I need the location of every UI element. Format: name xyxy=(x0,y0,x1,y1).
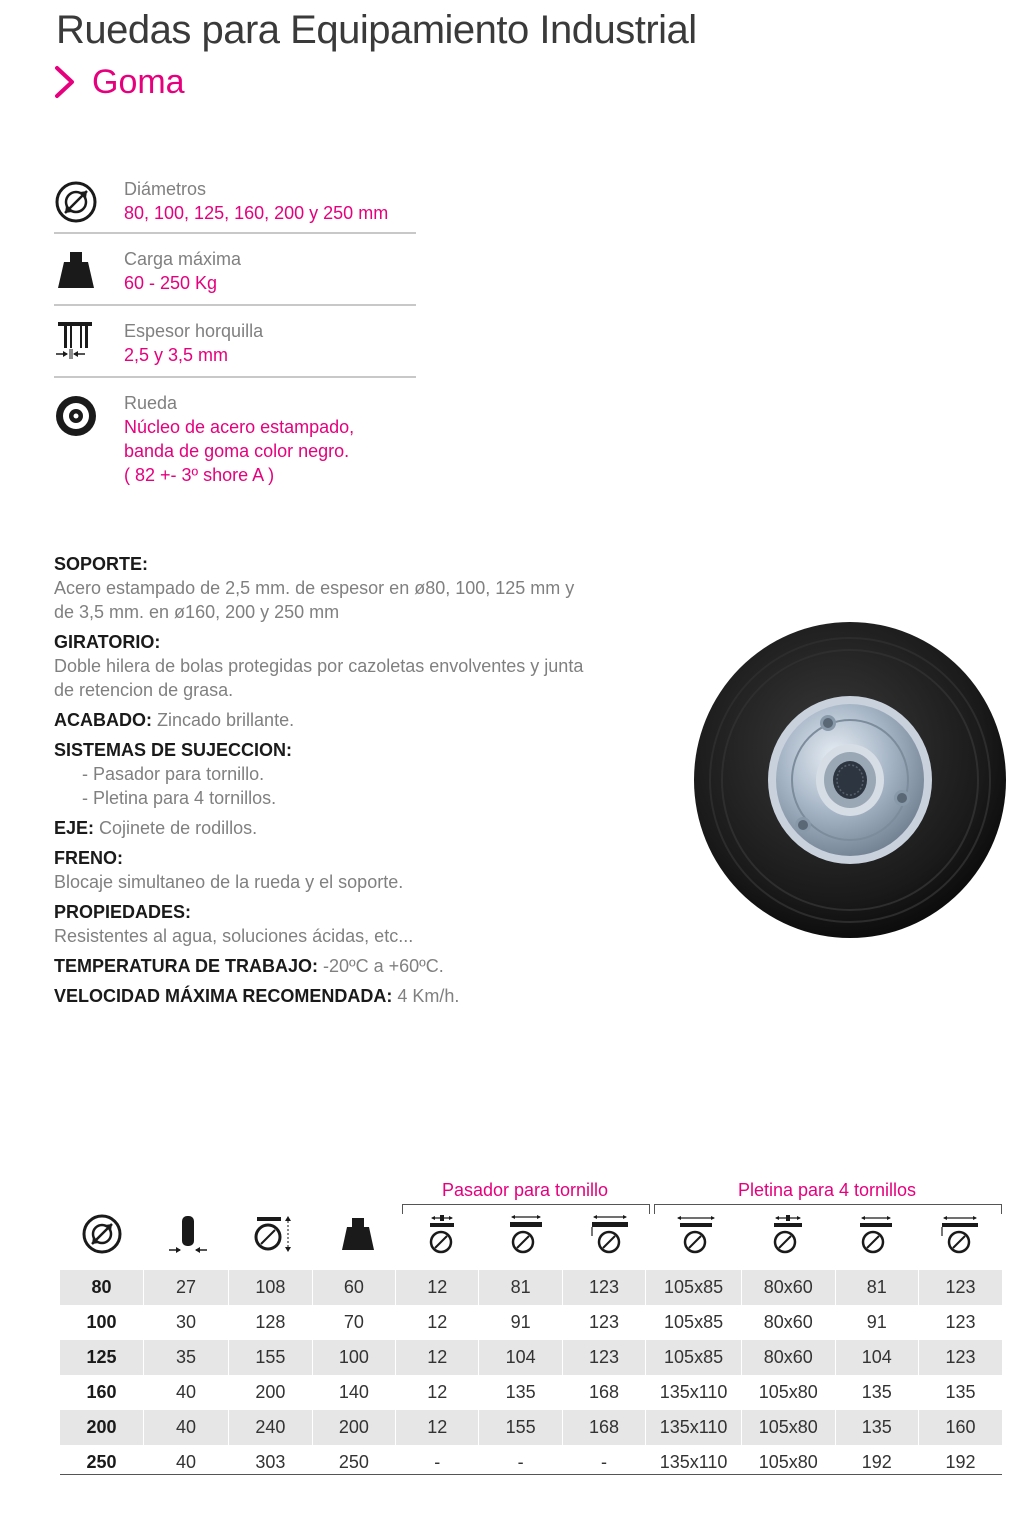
table-cell: 105x85 xyxy=(646,1340,742,1375)
table-cell: 30 xyxy=(143,1305,228,1340)
table-cell: 104 xyxy=(835,1340,918,1375)
table-cell: 100 xyxy=(312,1340,395,1375)
spec-value: 2,5 y 3,5 mm xyxy=(124,345,229,365)
table-cell: 91 xyxy=(479,1305,562,1340)
table-cell: 12 xyxy=(396,1270,479,1305)
spec-wheel xyxy=(54,378,416,488)
table-cell: 128 xyxy=(229,1305,312,1340)
desc-list-item: - Pasador para tornillo. xyxy=(82,764,265,784)
table-cell: 40 xyxy=(143,1445,228,1480)
desc-text: -20ºC a +60ºC. xyxy=(318,956,444,976)
fork-thickness-icon xyxy=(54,318,98,362)
table-cell: 105x80 xyxy=(741,1375,835,1410)
table-cell: 240 xyxy=(229,1410,312,1445)
desc-temperatura xyxy=(54,954,664,978)
table-cell: 105x80 xyxy=(741,1445,835,1480)
table-cell: 35 xyxy=(143,1340,228,1375)
group-label-pletina: Pletina para 4 tornillos xyxy=(737,1180,917,1200)
desc-text: Cojinete de rodillos. xyxy=(94,818,258,838)
table-cell: 81 xyxy=(835,1270,918,1305)
spec-value: Núcleo de acero estampado, xyxy=(124,417,355,437)
table-cell: 160 xyxy=(86,1382,117,1402)
desc-text: de 3,5 mm. en ø160, 200 y 250 mm xyxy=(54,602,340,622)
wheel-width-icon xyxy=(166,1212,210,1256)
table-cell: 123 xyxy=(918,1340,1002,1375)
table-cell: 12 xyxy=(396,1305,479,1340)
weight-icon xyxy=(336,1212,380,1256)
table-cell: 105x85 xyxy=(646,1305,742,1340)
spec-value: 80, 100, 125, 160, 200 y 250 mm xyxy=(124,203,389,223)
table-cell: 123 xyxy=(562,1270,645,1305)
table-cell: 192 xyxy=(835,1445,918,1480)
table-cell: 303 xyxy=(229,1445,312,1480)
weight-icon xyxy=(54,248,98,292)
table-cell: 155 xyxy=(479,1410,562,1445)
table-cell: 192 xyxy=(918,1445,1002,1480)
page-title: Ruedas para Equipamiento Industrial xyxy=(56,8,697,52)
desc-heading: PROPIEDADES: xyxy=(54,902,192,922)
table-cell: 135x110 xyxy=(646,1375,742,1410)
table-cell: 123 xyxy=(562,1305,645,1340)
table-cell: 135 xyxy=(479,1375,562,1410)
table-cell: 168 xyxy=(562,1410,645,1445)
pletina-d-icon xyxy=(938,1212,982,1256)
table-cell: 105x85 xyxy=(646,1270,742,1305)
table-cell: 100 xyxy=(86,1312,117,1332)
desc-acabado xyxy=(54,708,664,732)
spec-fork-thickness xyxy=(54,306,416,378)
spec-label: Diámetros xyxy=(124,179,207,199)
table-cell: 135 xyxy=(835,1375,918,1410)
desc-heading: SISTEMAS DE SUJECCION: xyxy=(54,740,293,760)
table-bottom-rule xyxy=(60,1474,1002,1475)
desc-propiedades xyxy=(54,900,664,948)
diameter-icon xyxy=(54,180,98,224)
table-cell: 12 xyxy=(396,1410,479,1445)
table-cell: 104 xyxy=(479,1340,562,1375)
pletina-a-icon xyxy=(674,1212,718,1256)
table-cell: 40 xyxy=(143,1410,228,1445)
chevron-right-icon xyxy=(52,64,78,100)
desc-list-item: - Pletina para 4 tornillos. xyxy=(82,788,277,808)
desc-heading: VELOCIDAD MÁXIMA RECOMENDADA: xyxy=(54,986,393,1006)
desc-heading: ACABADO: xyxy=(54,710,152,730)
desc-text: Doble hilera de bolas protegidas por cazoletas envolventes y junta xyxy=(54,656,584,676)
desc-heading: TEMPERATURA DE TRABAJO: xyxy=(54,956,318,976)
table-cell: 135x110 xyxy=(646,1410,742,1445)
dimensions-table xyxy=(60,1270,1002,1480)
spec-max-load xyxy=(54,234,416,306)
table-cell: 40 xyxy=(143,1375,228,1410)
pletina-c-icon xyxy=(854,1212,898,1256)
description xyxy=(54,552,664,1014)
table-cell: 125 xyxy=(60,1340,143,1375)
pasador-a-icon xyxy=(420,1212,464,1256)
spec-value: banda de goma color negro. xyxy=(124,441,350,461)
table-cell: - xyxy=(562,1445,645,1480)
table-cell: 12 xyxy=(396,1340,479,1375)
table-cell: 135 xyxy=(918,1375,1002,1410)
table-cell: 81 xyxy=(479,1270,562,1305)
pasador-b-icon xyxy=(504,1212,548,1256)
table-cell: 108 xyxy=(229,1270,312,1305)
table-cell: - xyxy=(479,1445,562,1480)
wheel-icon xyxy=(54,394,98,438)
desc-text: Zincado brillante. xyxy=(152,710,295,730)
spec-label: Espesor horquilla xyxy=(124,321,264,341)
table-row xyxy=(60,1305,1002,1340)
desc-velocidad xyxy=(54,984,664,1008)
desc-soporte xyxy=(54,552,664,624)
table-cell: 80x60 xyxy=(741,1340,835,1375)
table-cell: 80 xyxy=(60,1270,143,1305)
table-cell: 135 xyxy=(835,1410,918,1445)
desc-giratorio xyxy=(54,630,664,702)
table-cell: 123 xyxy=(918,1270,1002,1305)
desc-eje xyxy=(54,816,664,840)
desc-heading: EJE: xyxy=(54,818,95,838)
pasador-c-icon xyxy=(588,1212,632,1256)
desc-heading: FRENO: xyxy=(54,848,123,868)
table-cell: 80x60 xyxy=(741,1305,835,1340)
group-label-pasador: Pasador para tornillo xyxy=(441,1180,609,1200)
table-cell: 80x60 xyxy=(741,1270,835,1305)
table-row xyxy=(60,1270,1002,1305)
desc-text: 4 Km/h. xyxy=(392,986,460,1006)
table-cell: - xyxy=(396,1445,479,1480)
subtitle-row xyxy=(52,62,185,102)
desc-freno xyxy=(54,846,664,894)
pletina-b-icon xyxy=(766,1212,810,1256)
table-cell: 200 xyxy=(60,1410,143,1445)
table-cell: 250 xyxy=(86,1452,117,1472)
spec-diameters xyxy=(54,170,416,234)
table-cell: 123 xyxy=(918,1305,1002,1340)
table-cell: 123 xyxy=(562,1340,645,1375)
desc-text: Resistentes al agua, soluciones ácidas, etc... xyxy=(54,926,414,946)
table-cell: 135x110 xyxy=(646,1445,742,1480)
table-row xyxy=(60,1375,1002,1410)
desc-text: Acero estampado de 2,5 mm. de espesor en ø80, 100, 125 mm y xyxy=(54,578,575,598)
table-cell: 155 xyxy=(229,1340,312,1375)
table-cell: 200 xyxy=(229,1375,312,1410)
table-cell: 105x80 xyxy=(741,1410,835,1445)
table-cell: 200 xyxy=(312,1410,395,1445)
table-cell: 60 xyxy=(312,1270,395,1305)
spec-label: Rueda xyxy=(124,393,178,413)
desc-text: de retencion de grasa. xyxy=(54,680,234,700)
spec-list xyxy=(54,170,416,488)
table-cell: 12 xyxy=(396,1375,479,1410)
table-cell: 160 xyxy=(918,1410,1002,1445)
desc-text: Blocaje simultaneo de la rueda y el soporte. xyxy=(54,872,404,892)
spec-label: Carga máxima xyxy=(124,249,242,269)
table-row xyxy=(60,1340,1002,1375)
table-cell: 140 xyxy=(312,1375,395,1410)
page-subtitle: Goma xyxy=(92,62,185,101)
table-cell: 168 xyxy=(562,1375,645,1410)
desc-heading: SOPORTE: xyxy=(54,554,149,574)
table-row xyxy=(60,1410,1002,1445)
table-cell: 250 xyxy=(312,1445,395,1480)
table-body xyxy=(60,1270,1002,1480)
diameter-icon xyxy=(80,1212,124,1256)
desc-heading: GIRATORIO: xyxy=(54,632,161,652)
spec-value: ( 82 +- 3º shore A ) xyxy=(124,465,275,485)
spec-value: 60 - 250 Kg xyxy=(124,273,218,293)
product-wheel-image xyxy=(690,620,1010,940)
table-cell: 27 xyxy=(143,1270,228,1305)
table-cell: 70 xyxy=(312,1305,395,1340)
table-cell: 91 xyxy=(835,1305,918,1340)
height-icon xyxy=(251,1212,295,1256)
desc-sistemas xyxy=(54,738,664,810)
